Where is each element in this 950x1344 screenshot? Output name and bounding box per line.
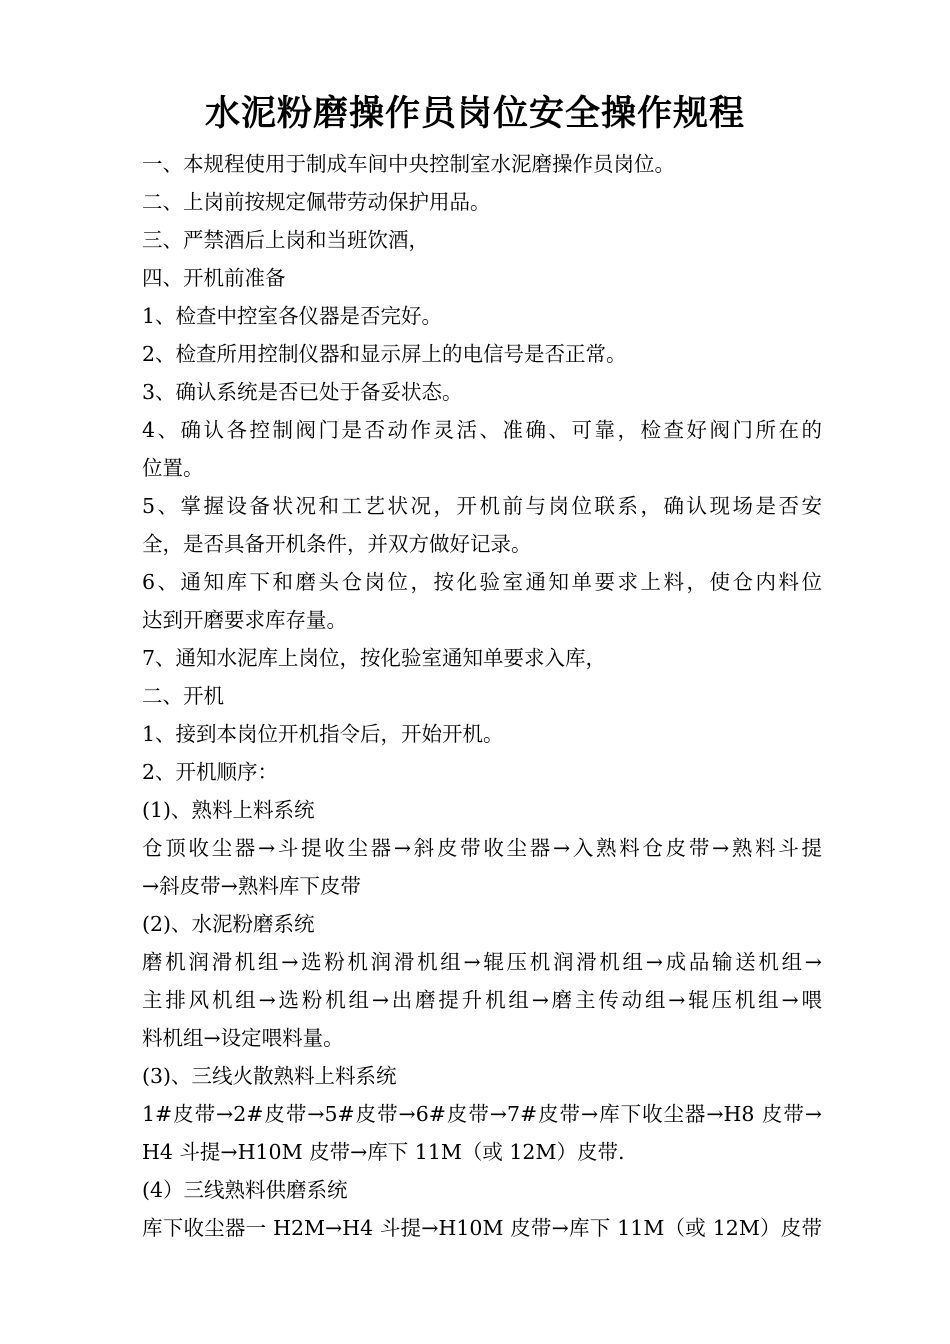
text-line: 6、通知库下和磨头仓岗位，按化验室通知单要求上料，使仓内料位 — [142, 570, 822, 594]
text-line: (2)、水泥粉磨系统 — [142, 912, 315, 936]
text-line: 三、严禁酒后上岗和当班饮酒， — [142, 228, 429, 252]
text-line: 5、掌握设备状况和工艺状况，开机前与岗位联系，确认现场是否安 — [142, 494, 822, 518]
text-line: 仓顶收尘器→斗提收尘器→斜皮带收尘器→入熟料仓皮带→熟料斗提 — [142, 836, 822, 860]
text-line: (1)、熟料上料系统 — [142, 798, 315, 822]
text-line: H4 斗提→H10M 皮带→库下 11M（或 12M）皮带. — [142, 1140, 625, 1164]
text-line: 1、检查中控室各仪器是否完好。 — [142, 304, 443, 328]
text-line: 主排风机组→选粉机组→出磨提升机组→磨主传动组→辊压机组→喂 — [142, 988, 822, 1012]
text-line: 2、开机顺序： — [142, 760, 279, 784]
text-line: 3、确认系统是否已处于备妥状态。 — [142, 380, 463, 404]
text-line: 全，是否具备开机条件，并双方做好记录。 — [142, 532, 532, 556]
text-line: 磨机润滑机组→选粉机润滑机组→辊压机润滑机组→成品输送机组→ — [142, 950, 822, 974]
text-line: 四、开机前准备 — [142, 266, 286, 290]
text-line: 位置。 — [142, 456, 204, 480]
text-line: 库下收尘器一 H2M→H4 斗提→H10M 皮带→库下 11M（或 12M）皮带 — [142, 1216, 822, 1240]
text-line: (3)、三线火散熟料上料系统 — [142, 1064, 397, 1088]
text-line: 达到开磨要求库存量。 — [142, 608, 347, 632]
text-line: 二、上岗前按规定佩带劳动保护用品。 — [142, 190, 491, 214]
text-line: 1#皮带→2#皮带→5#皮带→6#皮带→7#皮带→库下收尘器→H8 皮带→ — [142, 1102, 822, 1126]
text-line: 2、检查所用控制仪器和显示屏上的电信号是否正常。 — [142, 342, 627, 366]
text-line: 二、开机 — [142, 684, 224, 708]
document-title: 水泥粉磨操作员岗位安全操作规程 — [204, 93, 745, 134]
text-line: 一、本规程使用于制成车间中央控制室水泥磨操作员岗位。 — [142, 152, 675, 176]
text-line: 4、确认各控制阀门是否动作灵活、准确、可靠，检查好阀门所在的 — [142, 418, 822, 442]
document-body — [142, 145, 822, 1247]
text-line: 1、接到本岗位开机指令后，开始开机。 — [142, 722, 504, 746]
text-line: 料机组→设定喂料量。 — [142, 1026, 344, 1050]
text-line: 7、通知水泥库上岗位，按化验室通知单要求入库， — [142, 646, 607, 670]
text-line: (4）三线熟料供磨系统 — [142, 1178, 348, 1202]
text-line: →斜皮带→熟料库下皮带 — [142, 874, 361, 898]
